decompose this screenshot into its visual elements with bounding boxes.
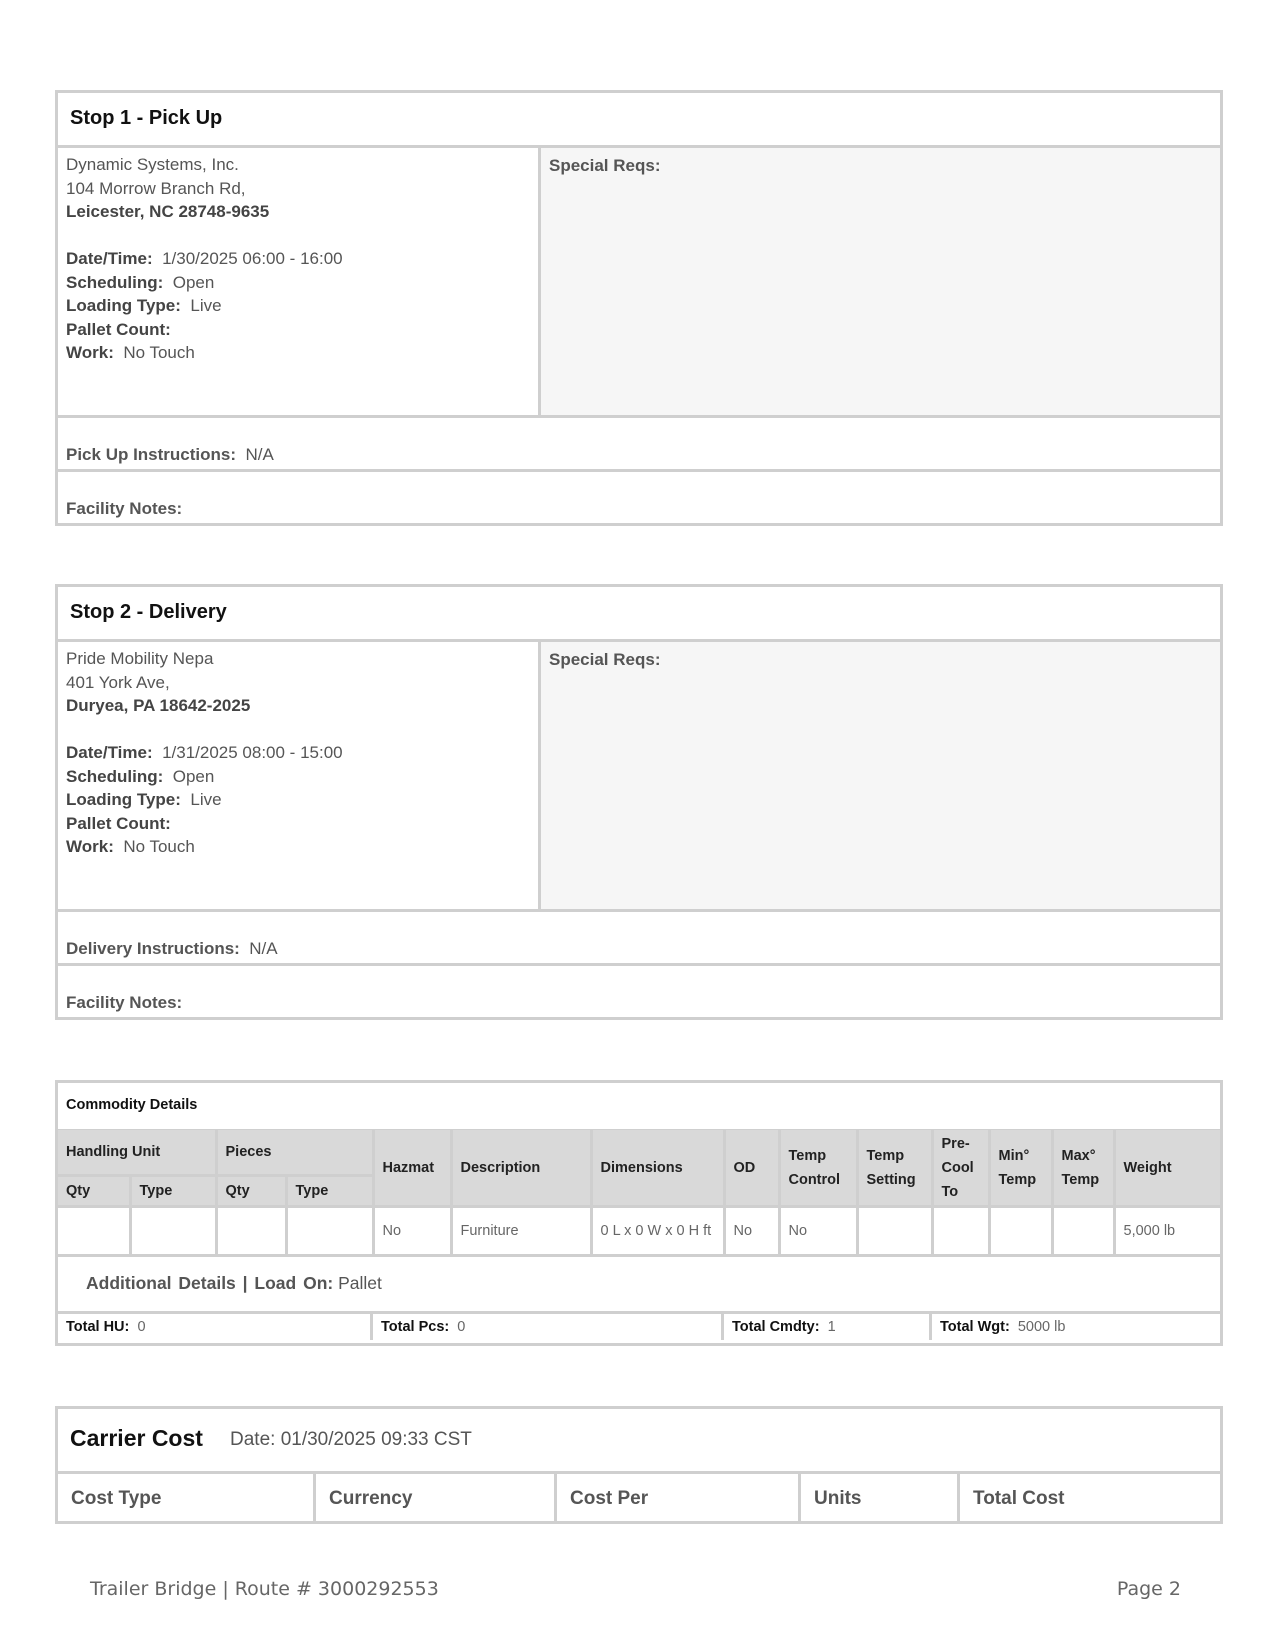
cell-hu-qty <box>58 1207 130 1256</box>
col-max-temp: Max° Temp <box>1052 1130 1114 1207</box>
col-units: Units <box>814 1488 862 1509</box>
divider <box>58 963 1220 966</box>
load-on-value: Pallet <box>338 1273 382 1293</box>
divider <box>538 639 541 909</box>
divider <box>538 145 541 415</box>
stop-title: Stop 1 - Pick Up <box>70 107 223 129</box>
total-cmdty: Total Cmdty: 1 <box>732 1319 836 1335</box>
pallet-count-row: Pallet Count: <box>66 319 171 339</box>
city-state-zip: Duryea, PA 18642-2025 <box>66 696 251 715</box>
datetime-value: 1/30/2025 06:00 - 16:00 <box>162 249 343 268</box>
facility-notes-row: Facility Notes: <box>66 499 183 518</box>
cell-dimensions: 0 L x 0 W x 0 H ft <box>591 1207 724 1256</box>
stop-1-card <box>55 90 1223 526</box>
cell-pre-cool <box>932 1207 989 1256</box>
footer-page-number: Page 2 <box>1116 1578 1181 1600</box>
commodity-totals <box>58 1314 1220 1340</box>
commodity-details-card <box>55 1080 1223 1346</box>
stop-address-block <box>66 153 343 365</box>
cell-hazmat: No <box>373 1207 451 1256</box>
table-row <box>58 1207 1220 1256</box>
loading-type-row: Loading Type: Live <box>66 790 222 809</box>
instructions-row: Delivery Instructions: N/A <box>66 939 278 958</box>
facility-notes-row: Facility Notes: <box>66 993 183 1012</box>
scheduling-row: Scheduling: Open <box>66 272 215 292</box>
instructions-row: Pick Up Instructions: N/A <box>66 445 274 464</box>
scheduling-value: Open <box>172 272 215 292</box>
col-pcs-qty: Qty <box>216 1176 286 1207</box>
carrier-cost-card <box>55 1406 1223 1524</box>
total-wgt: Total Wgt: 5000 lb <box>940 1319 1066 1335</box>
additional-details-row: Additional Details | Load On: Pallet <box>86 1273 382 1293</box>
loading-type-value: Live <box>190 296 222 315</box>
special-reqs-panel <box>541 642 1220 909</box>
scheduling-value: Open <box>172 766 215 786</box>
col-temp-control: Temp Control <box>779 1130 857 1207</box>
cell-od: No <box>724 1207 779 1256</box>
footer-route: Trailer Bridge | Route # 3000292553 <box>90 1578 439 1600</box>
col-dimensions: Dimensions <box>591 1130 724 1207</box>
cell-pcs-qty <box>216 1207 286 1256</box>
stop-title: Stop 2 - Delivery <box>70 601 227 623</box>
col-description: Description <box>451 1130 591 1207</box>
cell-temp-setting <box>857 1207 932 1256</box>
datetime-row: Date/Time: 1/30/2025 06:00 - 16:00 <box>66 249 343 268</box>
scheduling-row: Scheduling: Open <box>66 766 215 786</box>
col-cost-per: Cost Per <box>570 1488 649 1509</box>
col-total-cost: Total Cost <box>973 1488 1065 1509</box>
divider <box>58 909 1220 912</box>
divider <box>58 415 1220 418</box>
total-hu: Total HU: 0 <box>66 1319 146 1335</box>
col-hu-qty: Qty <box>58 1176 130 1207</box>
stop-2-card <box>55 584 1223 1020</box>
datetime-row: Date/Time: 1/31/2025 08:00 - 15:00 <box>66 743 343 762</box>
cell-pcs-type <box>286 1207 373 1256</box>
total-pcs: Total Pcs: 0 <box>381 1319 466 1335</box>
col-hazmat: Hazmat <box>373 1130 451 1207</box>
instructions-value: N/A <box>249 939 278 958</box>
cell-min-temp <box>989 1207 1052 1256</box>
col-pcs-type: Type <box>286 1176 373 1207</box>
cell-description: Furniture <box>451 1207 591 1256</box>
col-hu-type: Type <box>130 1176 216 1207</box>
col-pre-cool: Pre-Cool To <box>932 1130 989 1207</box>
commodity-table <box>58 1130 1220 1257</box>
commodity-title: Commodity Details <box>66 1097 198 1113</box>
divider <box>58 469 1220 472</box>
cell-hu-type <box>130 1207 216 1256</box>
cell-weight: 5,000 lb <box>1114 1207 1220 1256</box>
company-name: Pride Mobility Nepa <box>66 649 214 668</box>
stop-address-block <box>66 647 343 859</box>
street-address: 401 York Ave, <box>66 672 170 692</box>
company-name: Dynamic Systems, Inc. <box>66 155 239 174</box>
cell-max-temp <box>1052 1207 1114 1256</box>
carrier-cost-date: Date: 01/30/2025 09:33 CST <box>230 1429 472 1450</box>
cell-temp-control: No <box>779 1207 857 1256</box>
instructions-value: N/A <box>245 445 274 464</box>
col-od: OD <box>724 1130 779 1207</box>
street-address: 104 Morrow Branch Rd, <box>66 178 246 198</box>
special-reqs-label: Special Reqs: <box>549 650 661 669</box>
special-reqs-label: Special Reqs: <box>549 156 661 175</box>
loading-type-value: Live <box>190 790 222 809</box>
pallet-count-row: Pallet Count: <box>66 813 171 833</box>
datetime-value: 1/31/2025 08:00 - 15:00 <box>162 743 343 762</box>
work-row: Work: No Touch <box>66 837 195 856</box>
work-value: No Touch <box>123 343 195 362</box>
col-handling-unit: Handling Unit <box>58 1130 216 1176</box>
special-reqs-panel <box>541 148 1220 415</box>
loading-type-row: Loading Type: Live <box>66 296 222 315</box>
col-temp-setting: Temp Setting <box>857 1130 932 1207</box>
col-weight: Weight <box>1114 1130 1220 1207</box>
col-min-temp: Min° Temp <box>989 1130 1052 1207</box>
city-state-zip: Leicester, NC 28748-9635 <box>66 202 270 221</box>
work-row: Work: No Touch <box>66 343 195 362</box>
work-value: No Touch <box>123 837 195 856</box>
col-cost-type: Cost Type <box>71 1488 162 1509</box>
col-currency: Currency <box>329 1488 413 1509</box>
col-pieces: Pieces <box>216 1130 373 1176</box>
carrier-cost-title: Carrier Cost <box>70 1425 203 1451</box>
